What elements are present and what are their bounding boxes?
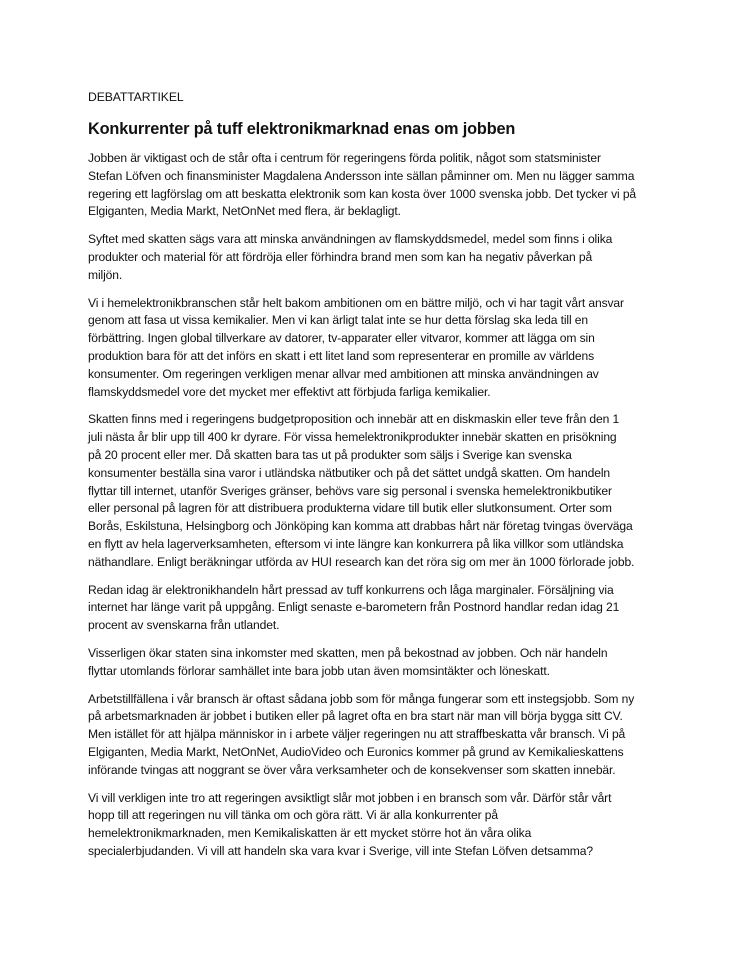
paragraph-line: produkter och material för att fördröja eller förhindra brand men som kan ha negativ påverkan på: [88, 249, 593, 264]
paragraph-line: flyttar utomlands förlorar samhället inte bara jobb utan även momsintäkter och löneskatt.: [88, 663, 550, 678]
paragraph: [88, 411, 708, 571]
paragraph-line: Borås, Eskilstuna, Helsingborg och Jönköping kan komma att drabbas hårt när företag tvingas överväga: [88, 519, 633, 534]
paragraph-line: procent av svenskarna från utlandet.: [88, 618, 280, 633]
paragraph-line: Skatten finns med i regeringens budgetproposition och innebär att en diskmaskin eller teve från den 1: [88, 412, 620, 427]
paragraph-line: förbättring. Ingen global tillverkare av datorer, tv-apparater eller vitvaror, kommer att lägga om sin: [88, 331, 595, 346]
paragraph-line: konsumenter beställa sina varor i utländska nätbutiker och på det sättet undgå skatten. Om handeln: [88, 465, 611, 480]
paragraph: [88, 645, 708, 681]
paragraph-line: Stefan Löfven och finansminister Magdalena Andersson inte sällan påminner om. Men nu lägger samma: [88, 168, 635, 183]
article-title: Konkurrenter på tuff elektronikmarknad enas om jobben: [88, 120, 516, 138]
paragraph-line: miljön.: [88, 267, 123, 282]
paragraph: [88, 790, 708, 861]
paragraph-line: flyttar till internet, utanför Sveriges gränser, behövs vare sig personal i svenska hemelektronikbutiker: [88, 483, 612, 498]
paragraph-line: Vi vill verkligen inte tro att regeringen avsiktligt slår mot jobben i en bransch som vår. Därför står vårt: [88, 790, 612, 805]
paragraph: [88, 150, 708, 221]
paragraph-line: Syftet med skatten sägs vara att minska användningen av flamskyddsmedel, medel som finns i olika: [88, 232, 613, 247]
paragraph-line: internet har länge varit på uppgång. Enligt senaste e-barometern från Postnord handlar redan idag 21: [88, 600, 620, 615]
paragraph-line: en flytt av hela lagerverksamheten, eftersom vi inte längre kan konkurrera på lika villkor som utländska: [88, 536, 624, 551]
paragraph-line: Arbetstillfällena i vår bransch är oftast sådana jobb som för många fungerar som ett instegsjobb. Som ny: [88, 691, 635, 706]
paragraph-line: juli nästa år blir upp till 400 kr dyrare. För vissa hemelektronikprodukter innebär skatten en prisökning: [88, 430, 617, 445]
paragraph-line: eller personal på lagren för att distribuera produkterna vidare till butik eller slutkonsument. Orter som: [88, 501, 612, 516]
paragraph-line: Elgiganten, Media Markt, NetOnNet, AudioVideo och Euronics kommer på grund av Kemikalieskattens: [88, 744, 624, 759]
paragraph-line: på arbetsmarknaden är jobbet i butiken eller på lagret ofta en bra start när man vill börja bygga sitt CV.: [88, 709, 623, 724]
paragraph-line: produktion bara för att det införs en skatt i ett litet land som representerar en promille av världens: [88, 348, 595, 363]
paragraph-line: näthandlare. Enligt beräkningar utförda av HUI research kan det röra sig om mer än 1000 förlorade jobb.: [88, 554, 635, 569]
paragraph-line: Elgiganten, Media Markt, NetOnNet med flera, är beklagligt.: [88, 204, 401, 219]
paragraph-line: genom att fasa ut vissa kemikalier. Men vi kan ärligt talat inte se hur detta förslag ska leda till en: [88, 313, 588, 328]
paragraph-line: konsumenter. Om regeringen verkligen menar allvar med ambitionen att minska användningen av: [88, 366, 599, 381]
paragraph-line: hopp till att regeringen nu vill tänka om och göra rätt. Vi är alla konkurrenter på: [88, 808, 498, 823]
paragraph: [88, 691, 708, 780]
paragraph-line: specialerbjudanden. Vi vill att handeln ska vara kvar i Sverige, vill inte Stefan Löfven detsamma?: [88, 843, 593, 858]
paragraph: [88, 582, 708, 635]
paragraph-line: Redan idag är elektronikhandeln hårt pressad av tuff konkurrens och låga marginaler. Försäljning via: [88, 582, 614, 597]
paragraph: [88, 295, 708, 402]
paragraph-line: Visserligen ökar staten sina inkomster med skatten, men på bekostnad av jobben. Och när handeln: [88, 645, 608, 660]
paragraph-line: Vi i hemelektronikbranschen står helt bakom ambitionen om en bättre miljö, och vi har tagit vårt ansvar: [88, 295, 624, 310]
paragraph: [88, 231, 708, 284]
paragraph-line: införande tvingas att noggrant se över våra verksamheter och de konsekvenser som skatten innebär.: [88, 762, 616, 777]
paragraph-line: på 20 procent eller mer. Då skatten bara tas ut på produkter som säljs i Sverige kan svenska: [88, 447, 572, 462]
paragraph-line: flamskyddsmedel vore det mycket mer effektivt att förbjuda farliga kemikalier.: [88, 384, 491, 399]
paragraph-line: regering ett lagförslag om att beskatta elektronik som kan kosta över 1000 svenska jobb. Det tycker vi på: [88, 186, 637, 201]
paragraph-line: Jobben är viktigast och de står ofta i centrum för regeringens förda politik, något som statsminister: [88, 151, 601, 165]
paragraph-line: Men istället för att hjälpa människor in i arbete väljer regeringen nu att straffbeskatta vår bransch. Vi på: [88, 727, 626, 742]
article-category-label: DEBATTARTIKEL: [88, 90, 184, 104]
article-body: [88, 150, 708, 861]
paragraph-line: hemelektronikmarknaden, men Kemikaliskatten är ett mycket större hot än våra olika: [88, 826, 532, 841]
document-page: [88, 89, 708, 871]
